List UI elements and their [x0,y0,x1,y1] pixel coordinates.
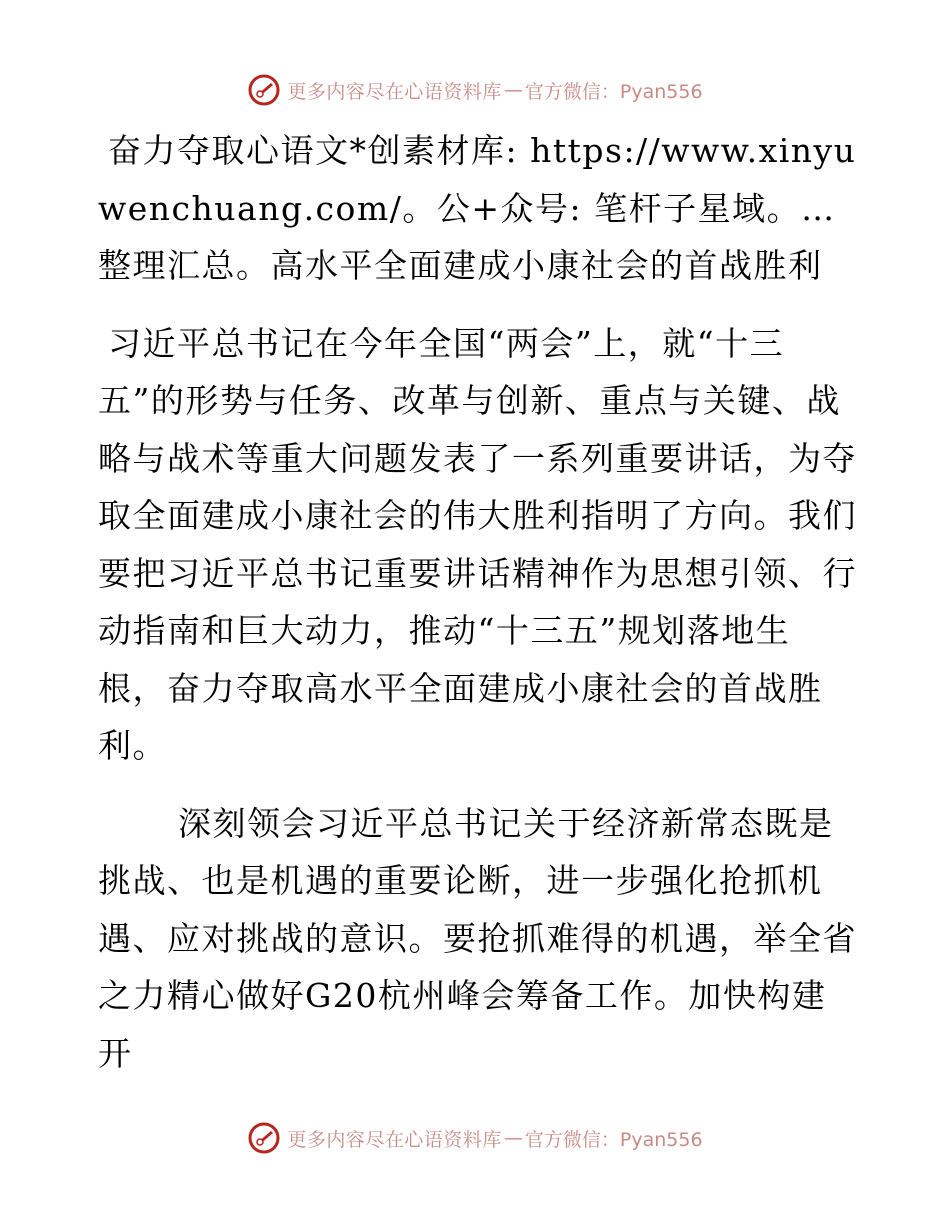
brand-logo-icon [247,1121,281,1155]
footer-banner-text: 更多内容尽在心语资料库 [287,1128,502,1151]
header-banner-text: 更多内容尽在心语资料库 [287,80,502,103]
header-banner-wechat: 官方微信：Pyan556 [524,80,703,103]
document-body [98,122,858,1082]
brand-logo-icon [247,73,281,107]
footer-banner-wechat: 官方微信：Pyan556 [524,1128,703,1151]
footer-banner-separator: — [503,1127,523,1149]
header-banner-separator: — [503,79,523,101]
footer-banner [0,1118,950,1158]
header-banner [0,70,950,110]
paragraph-intro: 习近平总书记在今年全国“两会”上，就“十三五”的形势与任务、改革与创新、重点与关键、战略与战术等重大问题发表了一系列重要讲话，为夺取全面建成小康社会的伟大胜利指明了方向。我们要把习近平总书记重要讲话精神作为思想引领、行动指南和巨大动力，推动“十三五”规划落地生根，奋力夺取高水平全面建成小康社会的首战胜利。 [98,323,857,765]
paragraph-title: 奋力夺取心语文*创素材库: https://www.xinyuwenchuang.com/。公+众号: 笔杆子星域。…整理汇总。高水平全面建成小康社会的首战胜利 [98,131,857,285]
paragraph-body: 深刻领会习近平总书记关于经济新常态既是挑战、也是机遇的重要论断，进一步强化抢抓机遇、应对挑战的意识。要抢抓难得的机遇，举全省之力精心做好G20杭州峰会筹备工作。加快构建开 [98,803,857,1073]
